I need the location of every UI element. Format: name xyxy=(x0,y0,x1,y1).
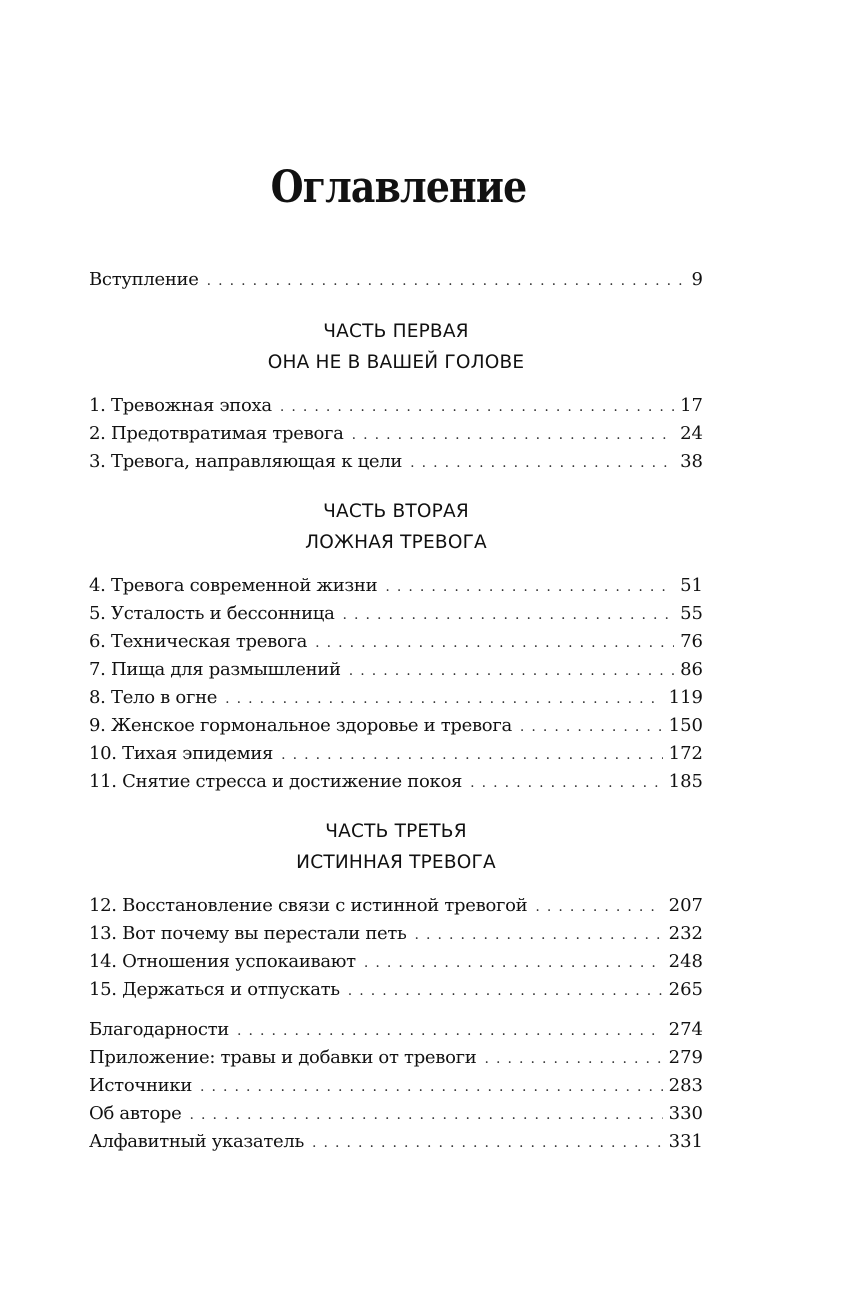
page-title: Оглавление xyxy=(270,162,527,213)
toc-entry-label: 3. Тревога, направляющая к цели xyxy=(89,451,403,472)
toc-entry-label: Вступление xyxy=(89,269,199,290)
dot-leader xyxy=(349,657,674,685)
toc-entry-chapter[interactable] xyxy=(89,920,703,948)
toc-entry-page: 207 xyxy=(668,895,703,916)
dot-leader xyxy=(281,741,663,769)
toc-entry-chapter[interactable] xyxy=(89,976,703,1004)
toc-entry-page: 232 xyxy=(668,923,703,944)
toc-entry-page: 55 xyxy=(680,603,703,624)
toc-entry-back-matter[interactable] xyxy=(89,1044,703,1072)
toc-entry-label: 5. Усталость и бессонница xyxy=(89,603,335,624)
toc-entry-label: Источники xyxy=(89,1075,193,1096)
part-heading-2 xyxy=(89,496,703,558)
toc-entry-page: 76 xyxy=(680,631,703,652)
toc-entry-label: 2. Предотвратимая тревога xyxy=(89,423,344,444)
dot-leader xyxy=(207,267,686,295)
toc-entry-back-matter[interactable] xyxy=(89,1072,703,1100)
dot-leader xyxy=(315,629,674,657)
toc-entry-chapter[interactable] xyxy=(89,656,703,684)
toc-entry-chapter[interactable] xyxy=(89,768,703,796)
dot-leader xyxy=(225,685,663,713)
table-of-contents xyxy=(89,266,703,1156)
toc-entry-chapter[interactable] xyxy=(89,420,703,448)
part-number: ЧАСТЬ ПЕРВАЯ xyxy=(323,321,469,342)
toc-entry-page: 9 xyxy=(691,269,703,290)
toc-entry-back-matter[interactable] xyxy=(89,1100,703,1128)
toc-entry-chapter[interactable] xyxy=(89,892,703,920)
toc-entry-chapter[interactable] xyxy=(89,948,703,976)
toc-entry-label: 12. Восстановление связи с истинной тревогой xyxy=(89,895,528,916)
toc-entry-page: 51 xyxy=(680,575,703,596)
dot-leader xyxy=(312,1129,663,1157)
toc-entry-page: 17 xyxy=(680,395,703,416)
toc-entry-page: 274 xyxy=(668,1019,703,1040)
toc-entry-label: 9. Женское гормональное здоровье и тревога xyxy=(89,715,512,736)
dot-leader xyxy=(189,1101,662,1129)
toc-entry-page: 172 xyxy=(668,743,703,764)
dot-leader xyxy=(415,921,663,949)
toc-entry-label: 8. Тело в огне xyxy=(89,687,218,708)
toc-entry-label: 1. Тревожная эпоха xyxy=(89,395,272,416)
toc-entry-page: 331 xyxy=(668,1131,703,1152)
dot-leader xyxy=(535,893,662,921)
dot-leader xyxy=(470,769,663,797)
toc-entry-page: 86 xyxy=(680,659,703,680)
toc-entry-chapter[interactable] xyxy=(89,684,703,712)
toc-entry-label: Приложение: травы и добавки от тревоги xyxy=(89,1047,477,1068)
part-number: ЧАСТЬ ТРЕТЬЯ xyxy=(325,821,467,842)
part-title: ИСТИННАЯ ТРЕВОГА xyxy=(296,852,496,873)
toc-entry-chapter[interactable] xyxy=(89,572,703,600)
dot-leader xyxy=(385,573,674,601)
toc-entry-page: 279 xyxy=(668,1047,703,1068)
toc-entry-label: 14. Отношения успокаивают xyxy=(89,951,356,972)
toc-entry-page: 185 xyxy=(668,771,703,792)
toc-entry-page: 38 xyxy=(680,451,703,472)
dot-leader xyxy=(348,977,663,1005)
dot-leader xyxy=(280,393,674,421)
dot-leader xyxy=(364,949,663,977)
toc-entry-page: 248 xyxy=(668,951,703,972)
toc-entry-label: 7. Пища для размышлений xyxy=(89,659,341,680)
dot-leader xyxy=(410,449,674,477)
toc-entry-page: 24 xyxy=(680,423,703,444)
toc-entry-label: 11. Снятие стресса и достижение покоя xyxy=(89,771,463,792)
dot-leader xyxy=(484,1045,662,1073)
part-heading-3 xyxy=(89,816,703,878)
part-title: ЛОЖНАЯ ТРЕВОГА xyxy=(305,532,487,553)
toc-entry-chapter[interactable] xyxy=(89,628,703,656)
toc-entry-chapter[interactable] xyxy=(89,600,703,628)
toc-entry-label: Об авторе xyxy=(89,1103,182,1124)
toc-entry-back-matter[interactable] xyxy=(89,1128,703,1156)
toc-entry-label: 6. Техническая тревога xyxy=(89,631,308,652)
toc-entry-page: 119 xyxy=(668,687,703,708)
dot-leader xyxy=(200,1073,663,1101)
part-number: ЧАСТЬ ВТОРАЯ xyxy=(323,501,469,522)
dot-leader xyxy=(352,421,675,449)
toc-entry-label: 15. Держаться и отпускать xyxy=(89,979,340,1000)
toc-entry-intro[interactable] xyxy=(89,266,703,294)
section-spacer xyxy=(89,1004,703,1016)
toc-entry-back-matter[interactable] xyxy=(89,1016,703,1044)
toc-entry-chapter[interactable] xyxy=(89,392,703,420)
toc-entry-page: 150 xyxy=(668,715,703,736)
dot-leader xyxy=(237,1017,663,1045)
toc-entry-chapter[interactable] xyxy=(89,712,703,740)
dot-leader xyxy=(343,601,675,629)
toc-entry-label: 4. Тревога современной жизни xyxy=(89,575,378,596)
toc-entry-label: Благодарности xyxy=(89,1019,229,1040)
toc-entry-chapter[interactable] xyxy=(89,448,703,476)
toc-entry-label: 10. Тихая эпидемия xyxy=(89,743,274,764)
toc-entry-page: 283 xyxy=(668,1075,703,1096)
toc-entry-label: 13. Вот почему вы перестали петь xyxy=(89,923,407,944)
toc-entry-chapter[interactable] xyxy=(89,740,703,768)
dot-leader xyxy=(520,713,663,741)
part-heading-1 xyxy=(89,316,703,378)
toc-entry-label: Алфавитный указатель xyxy=(89,1131,304,1152)
part-title: ОНА НЕ В ВАШЕЙ ГОЛОВЕ xyxy=(267,352,525,373)
toc-entry-page: 265 xyxy=(668,979,703,1000)
toc-entry-page: 330 xyxy=(668,1103,703,1124)
